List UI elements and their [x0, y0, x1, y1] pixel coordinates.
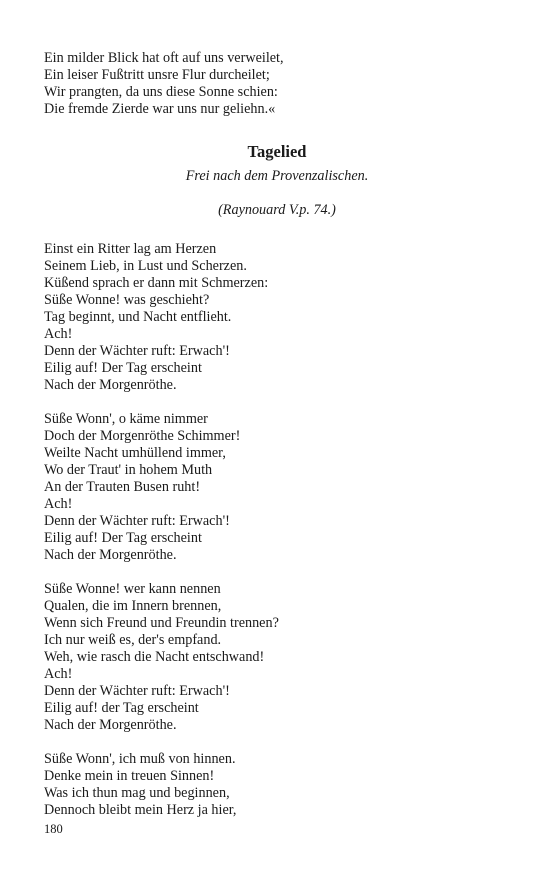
- verse-line: Eilig auf! Der Tag erscheint: [44, 530, 202, 546]
- verse-line: Nach der Morgenröthe.: [44, 377, 177, 393]
- verse-line: Seinem Lieb, in Lust und Scherzen.: [44, 258, 247, 274]
- verse-line: Was ich thun mag und beginnen,: [44, 785, 230, 801]
- verse-line: Nach der Morgenröthe.: [44, 547, 177, 563]
- stanza-1: [44, 241, 510, 394]
- verse-line: Eilig auf! der Tag erscheint: [44, 700, 199, 716]
- verse-line: Wo der Traut' in hohem Muth: [44, 462, 213, 478]
- verse-line: Tag beginnt, und Nacht entflieht.: [44, 309, 232, 325]
- stanza-gap: [44, 734, 510, 751]
- verse-line: Denn der Wächter ruft: Erwach'!: [44, 343, 230, 359]
- stanza-4: [44, 751, 510, 819]
- verse-line: Weilte Nacht umhüllend immer,: [44, 445, 226, 461]
- stanza-gap: [44, 394, 510, 411]
- intro-stanza: [44, 50, 510, 118]
- verse-line: Ach!: [44, 326, 73, 342]
- verse-line: Denn der Wächter ruft: Erwach'!: [44, 683, 230, 699]
- verse-line: An der Trauten Busen ruht!: [44, 479, 201, 495]
- stanza-gap: [44, 564, 510, 581]
- stanza-3: [44, 581, 510, 734]
- verse-line: Einst ein Ritter lag am Herzen: [44, 241, 217, 257]
- verse-line: Wenn sich Freund und Freundin trennen?: [44, 615, 279, 631]
- verse-line: Ach!: [44, 496, 73, 512]
- verse-line: Süße Wonn', ich muß von hinnen.: [44, 751, 236, 767]
- verse-line: Ach!: [44, 666, 73, 682]
- verse-line: Süße Wonn', o käme nimmer: [44, 411, 208, 427]
- verse-line: Nach der Morgenröthe.: [44, 717, 177, 733]
- poem-subtitle: Frei nach dem Provenzalischen.: [185, 168, 369, 184]
- verse-line: Denn der Wächter ruft: Erwach'!: [44, 513, 230, 529]
- verse-line: Süße Wonne! wer kann nennen: [44, 581, 221, 597]
- poem-source: (Raynouard V.p. 74.): [218, 202, 336, 218]
- verse-line: Qualen, die im Innern brennen,: [44, 598, 222, 614]
- verse-line: Wir prangten, da uns diese Sonne schien:: [44, 84, 278, 100]
- verse-line: Doch der Morgenröthe Schimmer!: [44, 428, 241, 444]
- verse-line: Eilig auf! Der Tag erscheint: [44, 360, 202, 376]
- verse-line: Ein milder Blick hat oft auf uns verweilet,: [44, 50, 284, 66]
- verse-line: Denke mein in treuen Sinnen!: [44, 768, 215, 784]
- verse-line: Süße Wonne! was geschieht?: [44, 292, 210, 308]
- page-number: 180: [44, 822, 63, 836]
- verse-line: Die fremde Zierde war uns nur geliehn.«: [44, 101, 276, 117]
- stanza-2: [44, 411, 510, 564]
- verse-line: Ich nur weiß es, der's empfand.: [44, 632, 222, 648]
- verse-line: Ein leiser Fußtritt unsre Flur durcheilet;: [44, 67, 270, 83]
- verse-line: Dennoch bleibt mein Herz ja hier,: [44, 802, 237, 818]
- verse-line: Weh, wie rasch die Nacht entschwand!: [44, 649, 265, 665]
- poem-title: Tagelied: [247, 142, 307, 161]
- page-body: [44, 50, 510, 819]
- verse-line: Küßend sprach er dann mit Schmerzen:: [44, 275, 269, 291]
